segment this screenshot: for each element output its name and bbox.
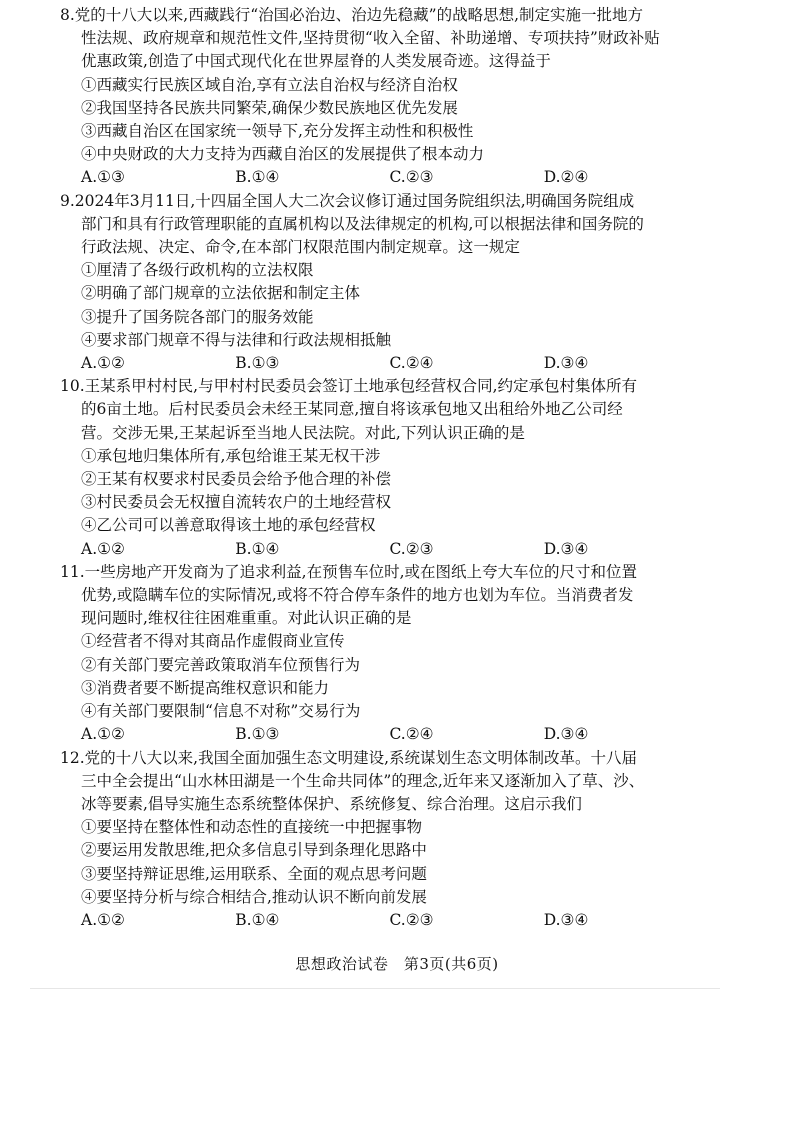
statement-option: ④中央财政的大力支持为西藏自治区的发展提供了根本动力 (81, 145, 485, 164)
choice-a: A.①② (81, 725, 125, 744)
page-footer: 思想政治试卷 第3页(共6页) (295, 955, 499, 973)
question-stem-line: 10.王某系甲村村民,与甲村村民委员会签订土地承包经营权合同,约定承包村集体所有 (60, 377, 638, 396)
statement-option: ①要坚持在整体性和动态性的直接统一中把握事物 (81, 818, 423, 837)
question-stem-line: 11.一些房地产开发商为了追求利益,在预售车位时,或在图纸上夸大车位的尺寸和位置 (60, 562, 638, 581)
question-stem-line: 9.2024年3月11日,十四届全国人大二次会议修订通过国务院组织法,明确国务院组成 (60, 191, 635, 210)
question-stem-line: 行政法规、决定、命令,在本部门权限范围内制定规章。这一规定 (81, 238, 520, 257)
question-stem-line: 的6亩土地。后村民委员会未经王某同意,擅自将该承包地又出租给外地乙公司经 (81, 400, 623, 419)
divider (30, 988, 720, 989)
answer-choices (81, 166, 698, 189)
choice-b: B.①④ (235, 168, 280, 187)
choice-c: C.②③ (389, 168, 434, 187)
statement-option: ④有关部门要限制“信息不对称”交易行为 (81, 702, 361, 721)
statement-option: ③村民委员会无权擅自流转农户的土地经营权 (81, 493, 392, 512)
question-stem-line: 营。交涉无果,王某起诉至当地人民法院。对此,下列认识正确的是 (81, 423, 525, 442)
statement-option: ③提升了国务院各部门的服务效能 (81, 307, 314, 326)
answer-choices (81, 352, 698, 375)
choice-c: C.②④ (389, 354, 434, 373)
statement-option: ③消费者要不断提高维权意识和能力 (81, 678, 330, 697)
choice-b: B.①③ (235, 725, 280, 744)
question-10 (58, 375, 698, 561)
statement-option: ④要求部门规章不得与法律和行政法规相抵触 (81, 330, 392, 349)
choice-a: A.①③ (81, 168, 125, 187)
statement-option: ②明确了部门规章的立法依据和制定主体 (81, 284, 361, 303)
statement-option: ①西藏实行民族区域自治,享有立法自治权与经济自治权 (81, 75, 458, 94)
question-stem-line: 12.党的十八大以来,我国全面加强生态文明建设,系统谋划生态文明体制改革。十八届 (60, 748, 638, 767)
choice-b: B.①④ (235, 539, 280, 558)
statement-option: ②王某有权要求村民委员会给予他合理的补偿 (81, 470, 392, 489)
statement-option: ②有关部门要完善政策取消车位预售行为 (81, 655, 361, 674)
choice-b: B.①③ (235, 354, 280, 373)
choice-d: D.③④ (543, 354, 589, 373)
question-stem-line: 三中全会提出“山水林田湖是一个生命共同体”的理念,近年来又逐渐加入了草、沙、 (81, 771, 645, 790)
choice-b: B.①④ (235, 910, 280, 929)
choice-d: D.③④ (543, 910, 589, 929)
statement-option: ①厘清了各级行政机构的立法权限 (81, 261, 314, 280)
question-stem-line: 优势,或隐瞒车位的实际情况,或将不符合停车条件的地方也划为车位。当消费者发 (81, 586, 634, 605)
question-stem-line: 8.党的十八大以来,西藏践行“治国必治边、治边先稳藏”的战略思想,制定实施一批地方 (60, 6, 643, 24)
choice-c: C.②④ (389, 725, 434, 744)
question-stem-line: 性法规、政府规章和规范性文件,坚持贯彻“收入全留、补助递增、专项扶持”财政补贴 (81, 29, 660, 48)
question-stem-line: 冰等要素,倡导实施生态系统整体保护、系统修复、综合治理。这启示我们 (81, 794, 582, 813)
question-8 (58, 4, 698, 190)
answer-choices (81, 723, 698, 746)
choice-a: A.①② (81, 539, 125, 558)
statement-option: ②要运用发散思维,把众多信息引导到条理化思路中 (81, 841, 427, 860)
statement-option: ③要坚持辩证思维,运用联系、全面的观点思考问题 (81, 864, 427, 883)
question-11 (58, 561, 698, 747)
choice-a: A.①② (81, 354, 125, 373)
question-stem-line: 优惠政策,创造了中国式现代化在世界屋脊的人类发展奇迹。这得益于 (81, 52, 551, 71)
answer-choices (81, 538, 698, 561)
choice-d: D.③④ (543, 539, 589, 558)
statement-option: ③西藏自治区在国家统一领导下,充分发挥主动性和积极性 (81, 122, 474, 141)
choice-c: C.②③ (389, 539, 434, 558)
question-9 (58, 190, 698, 376)
statement-option: ①承包地归集体所有,承包给谁王某无权干涉 (81, 446, 381, 465)
question-stem-line: 部门和具有行政管理职能的直属机构以及法律规定的机构,可以根据法律和国务院的 (81, 214, 644, 233)
question-list (58, 4, 698, 932)
choice-d: D.②④ (543, 168, 589, 187)
statement-option: ④要坚持分析与综合相结合,推动认识不断向前发展 (81, 887, 427, 906)
question-stem-line: 现问题时,维权往往困难重重。对此认识正确的是 (81, 609, 412, 628)
choice-d: D.③④ (543, 725, 589, 744)
statement-option: ④乙公司可以善意取得该土地的承包经营权 (81, 516, 376, 535)
question-12 (58, 747, 698, 933)
statement-option: ①经营者不得对其商品作虚假商业宣传 (81, 632, 345, 651)
choice-c: C.②③ (389, 910, 434, 929)
answer-choices (81, 909, 698, 932)
statement-option: ②我国坚持各民族共同繁荣,确保少数民族地区优先发展 (81, 98, 458, 117)
choice-a: A.①② (81, 910, 125, 929)
